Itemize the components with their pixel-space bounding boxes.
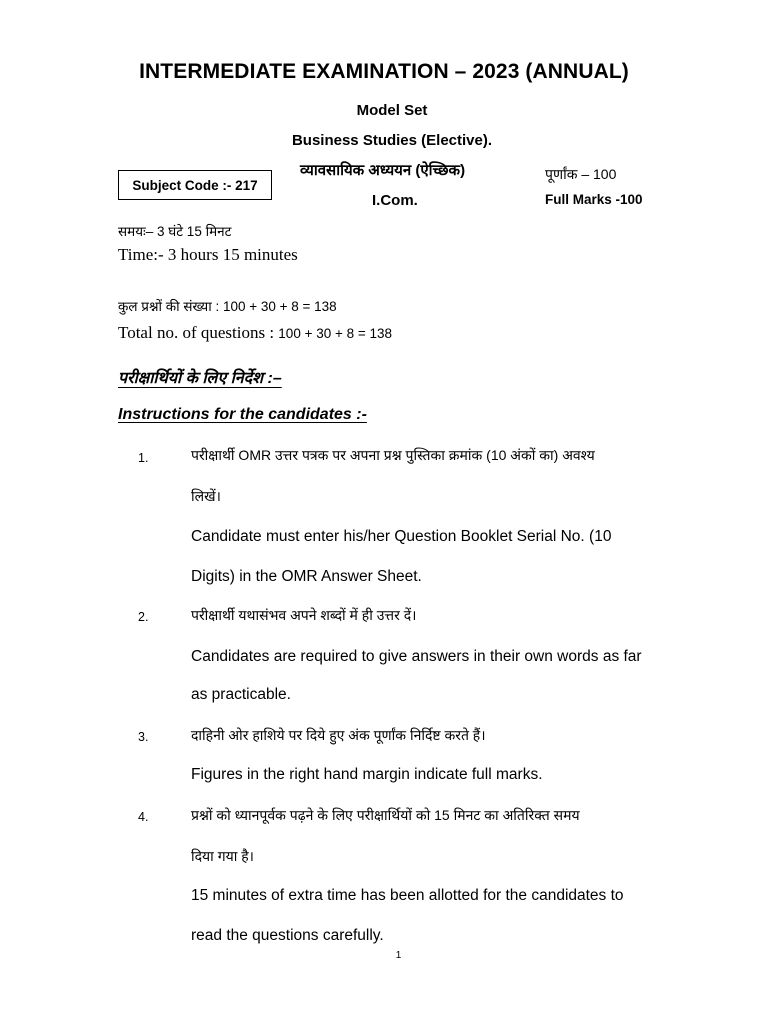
total-questions-english [118, 323, 392, 343]
instruction-english: 15 minutes of extra time has been allotted for the candidates to [191, 887, 624, 904]
model-set: Model Set [356, 102, 428, 119]
subject-hindi: व्यावसायिक अध्ययन (ऐच्छिक) [300, 162, 466, 179]
instruction-hindi: परीक्षार्थी यथासंभव अपने शब्दों में ही उत्तर दें। [191, 607, 417, 623]
full-marks: Full Marks -100 [545, 192, 643, 207]
subject-english: Business Studies (Elective). [291, 132, 493, 149]
time-hindi: समयः– 3 घंटे 15 मिनट [118, 224, 232, 239]
total-questions-label: Total no. of questions : [118, 323, 279, 342]
instruction-number: 2. [138, 610, 149, 624]
subject-code-box [118, 170, 272, 200]
instruction-english: Candidates are required to give answers in their own words as far [191, 648, 642, 665]
total-questions-hindi: कुल प्रश्नों की संख्या : 100 + 30 + 8 = 138 [118, 299, 337, 314]
purnank: पूर्णांक – 100 [545, 166, 617, 182]
instruction-english: Candidate must enter his/her Question Booklet Serial No. (10 [191, 528, 612, 545]
instruction-number: 4. [138, 810, 149, 824]
instruction-english: Figures in the right hand margin indicate full marks. [191, 766, 543, 783]
page-number: 1 [395, 950, 402, 961]
total-questions-value: 100 + 30 + 8 = 138 [278, 326, 393, 341]
instruction-number: 3. [138, 730, 149, 744]
instruction-english: as practicable. [191, 686, 291, 703]
instruction-number: 1. [138, 451, 149, 465]
exam-title: INTERMEDIATE EXAMINATION – 2023 (ANNUAL) [139, 60, 629, 83]
subject-code: Subject Code :- 217 [132, 177, 258, 193]
instruction-english: read the questions carefully. [191, 927, 384, 944]
instructions-heading-english: Instructions for the candidates :- [118, 406, 367, 423]
instructions-heading-hindi: परीक्षार्थियों के लिए निर्देश :– [118, 370, 282, 387]
instruction-hindi: परीक्षार्थी OMR उत्तर पत्रक पर अपना प्रश्न पुस्तिका क्रमांक (10 अंकों का) अवश्य [191, 447, 595, 463]
instruction-english: Digits) in the OMR Answer Sheet. [191, 568, 422, 585]
instruction-hindi: दाहिनी ओर हाशिये पर दिये हुए अंक पूर्णांक निर्दिष्ट करते हैं। [191, 727, 486, 743]
instruction-hindi: प्रश्नों को ध्यानपूर्वक पढ़ने के लिए परीक्षार्थियों को 15 मिनट का अतिरिक्त समय [191, 807, 580, 823]
time-english: Time:- 3 hours 15 minutes [118, 245, 298, 264]
stream-label: I.Com. [372, 192, 418, 209]
instruction-hindi: दिया गया है। [191, 848, 254, 864]
instruction-hindi: लिखें। [191, 488, 221, 504]
